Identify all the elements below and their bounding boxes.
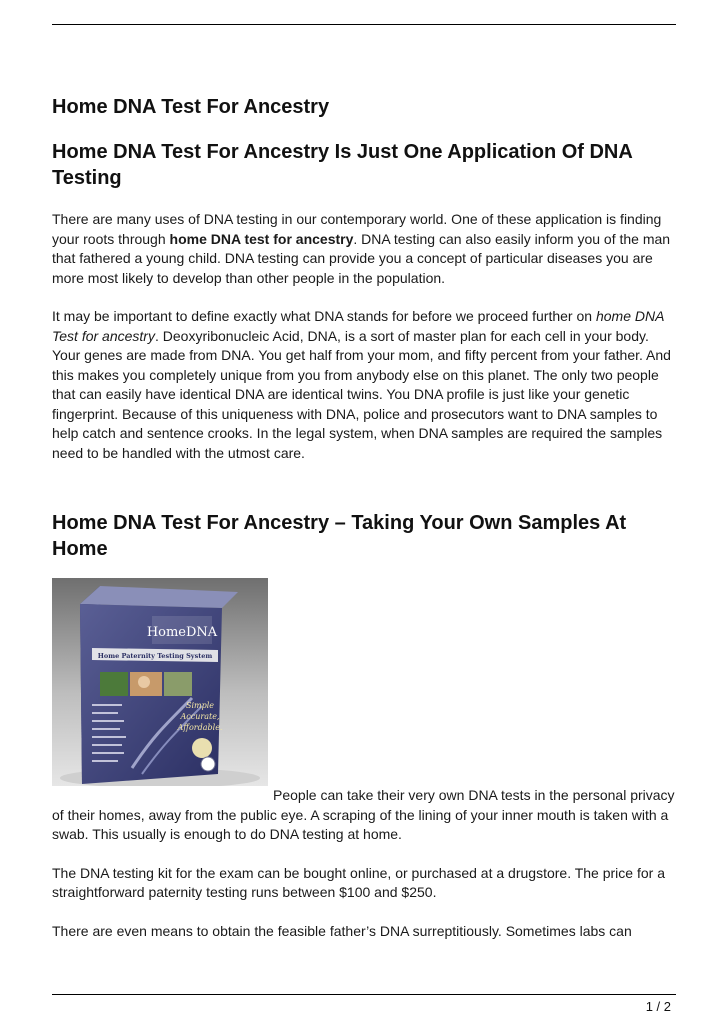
paragraph-2-text-a: It may be important to define exactly what DNA stands for before we proceed further on [52, 308, 596, 324]
paragraph-1-text-b: . DNA testing can also easily inform you of the man that fathered a young child. DNA testing can provide you a concept of particular diseases you are more most likely to develop than other people in the population. [52, 230, 671, 286]
page-number: 1 / 2 [645, 999, 671, 1014]
paragraph-4: The DNA testing kit for the exam can be bought online, or purchased at a drugstore. The price for a straightforward paternity testing runs between $100 and $250. [52, 864, 665, 900]
paragraph-1-text-a: There are many uses of DNA testing in our contemporary world. One of these application is finding your roots through [52, 211, 662, 247]
tagline-2: Accurate, [180, 712, 220, 721]
header-rule [52, 24, 676, 25]
paragraph-2 [52, 307, 678, 463]
paragraph-1 [52, 210, 678, 288]
keyword-italic: home DNA Test for ancestry [52, 308, 664, 344]
article-subtitle: Home DNA Test For Ancestry Is Just One Application Of DNA Testing [52, 141, 633, 189]
brand-logo-text: HomeDNA [146, 625, 218, 640]
product-line-text: Home Paternity Testing System [97, 652, 213, 660]
homedna-product-box-image [52, 578, 268, 786]
paragraph-2-text-b: . Deoxyribonucleic Acid, DNA, is a sort of master plan for each cell in your body. Your genes are made from DNA. You get half from your mom, and fifty percent from your father. And this makes you completely unique from you from anybody else on this planet. The only two people that can easily have identical DNA are identical twins. You DNA profile is just like your genetic fingerprint. Because of this uniqueness with DNA, police and prosecutors want to DNA samples to help catch and sentence crooks. In the legal system, when DNA samples are required the samples need to be handled with the utmost care. [52, 327, 671, 461]
keyword-link-bold: home DNA test for ancestry [169, 230, 354, 247]
footer-rule [52, 994, 676, 995]
document-body [52, 94, 678, 941]
section-heading: Home DNA Test For Ancestry – Taking Your Own Samples At Home [52, 512, 627, 560]
page-title: Home DNA Test For Ancestry [52, 96, 330, 118]
tagline-1: Simple [185, 701, 215, 710]
paragraph-5: There are even means to obtain the feasible father’s DNA surreptitiously. Sometimes labs can [52, 922, 632, 939]
product-figure [52, 578, 678, 786]
tagline-3: Affordable. [177, 723, 223, 732]
paragraph-3: People can take their very own DNA tests in the personal privacy of their homes, away from the public eye. A scraping of the lining of your inner mouth is taken with a swab. This usually is enough to do DNA testing at home. [52, 787, 675, 842]
